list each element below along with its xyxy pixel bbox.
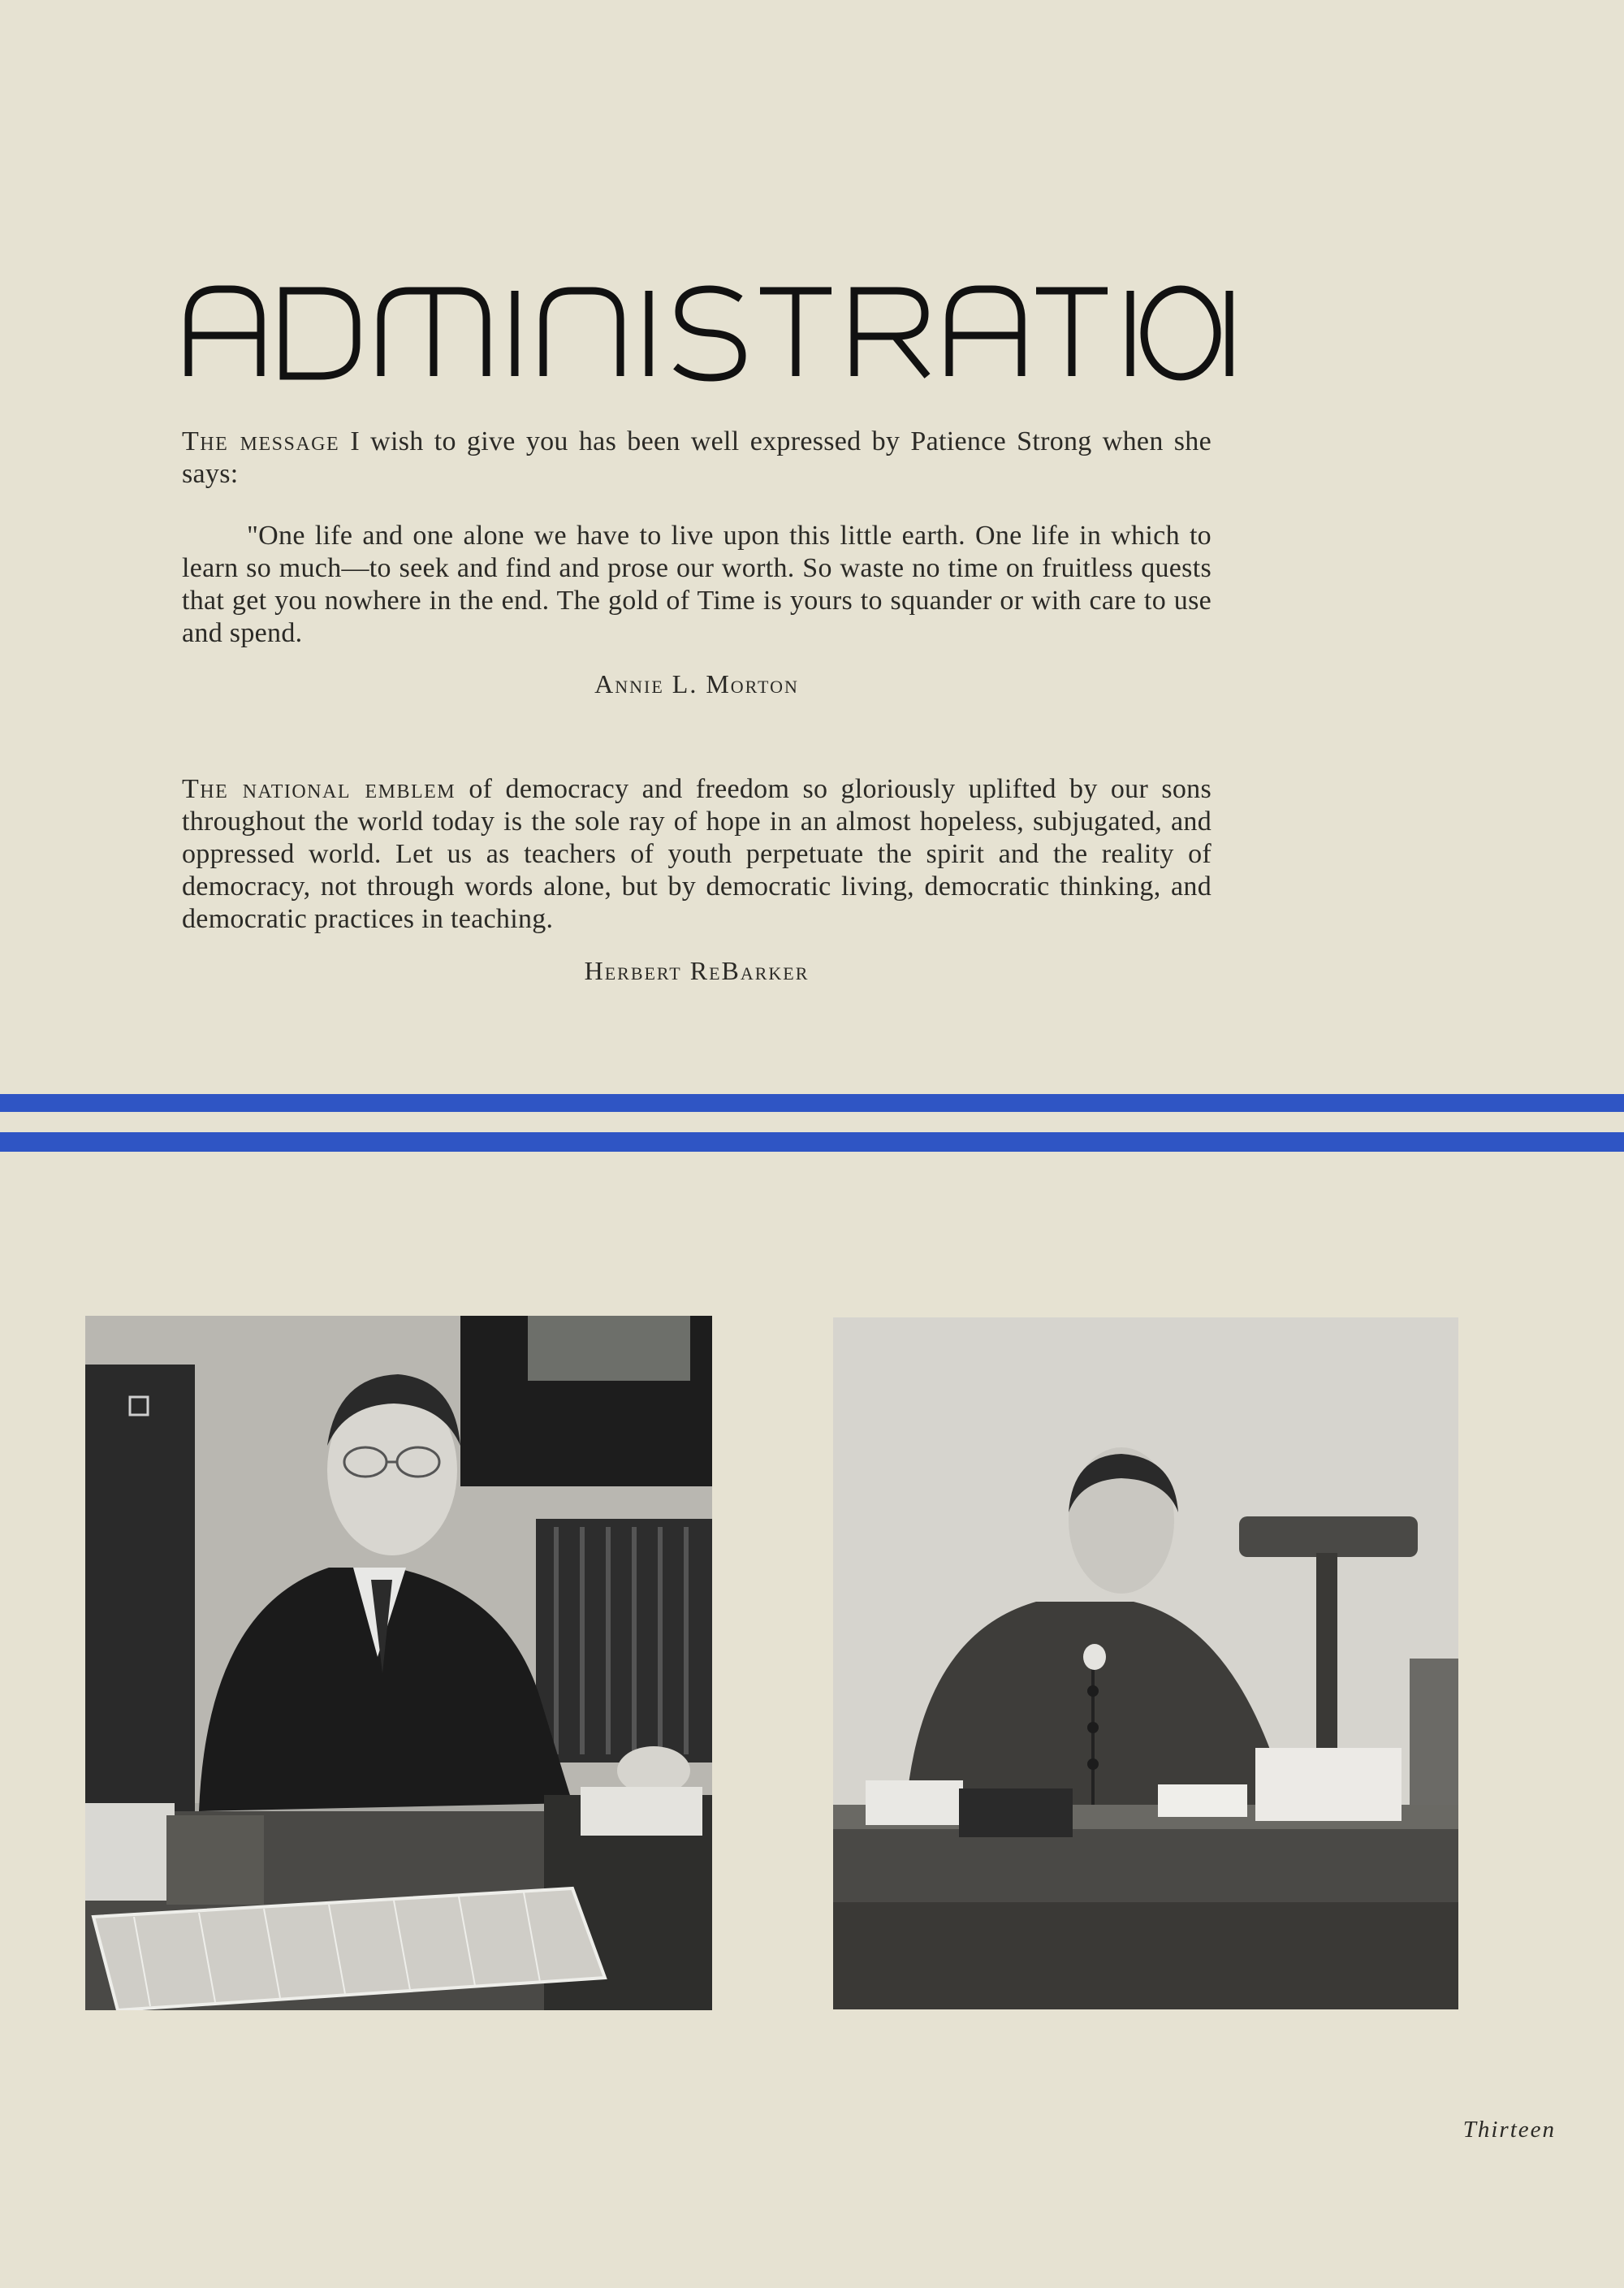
blue-rule-bottom — [0, 1132, 1624, 1152]
signature-annie-morton: Annie L. Morton — [594, 669, 799, 699]
blue-rule-top — [0, 1094, 1624, 1112]
message-one-lead: The message — [182, 426, 340, 456]
man-at-desk-photo — [85, 1316, 712, 2010]
message-two-lead: The national emblem — [182, 774, 456, 804]
message-one-intro-text: I wish to give you has been well expressed by Patience Strong when she says: — [182, 426, 1212, 489]
message-two — [182, 773, 1212, 936]
title-lettering — [182, 275, 1237, 396]
message-one-intro — [182, 426, 1212, 491]
signature-herbert-rebarker: Herbert ReBarker — [584, 956, 810, 985]
page-number: Thirteen — [1462, 2117, 1556, 2143]
page-title — [182, 275, 1237, 396]
message-two-body: of democracy and freedom so gloriously uplifted by our sons throughout the world today is the sole ray of hope in an almost hopeless, subjugated, and oppressed world. Let us as teachers of youth perpetuate the spirit and the reality of democracy, not through words alone, but by democratic living, democratic thinking, and democratic practices in teaching. — [182, 774, 1212, 934]
poem-quote: "One life and one alone we have to live upon this little earth. One life in which to learn so much—to seek and find and prose our worth. So waste no time on fruitless quests that get you nowhere in the end. The gold of Time is yours to squander or with care to use and spend. — [182, 521, 1212, 648]
woman-at-desk-photo — [833, 1317, 1458, 2009]
